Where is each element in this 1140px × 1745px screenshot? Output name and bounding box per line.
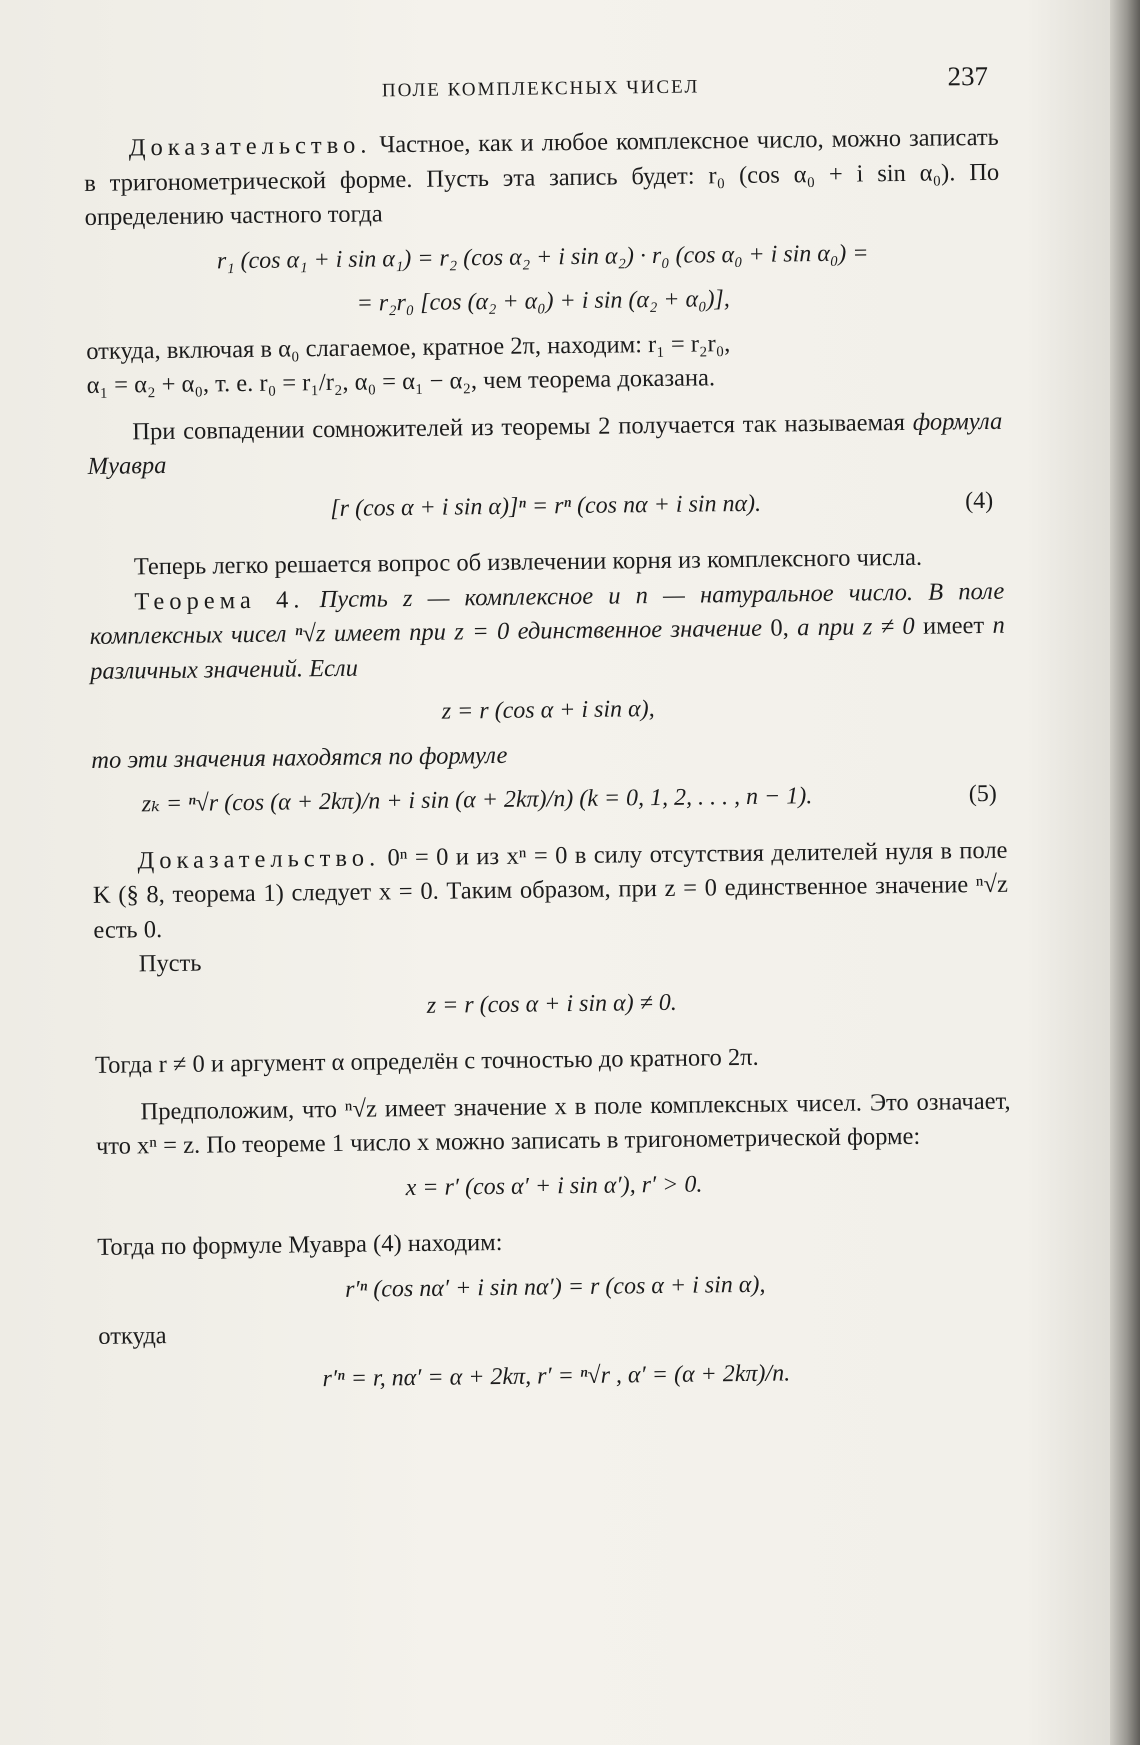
theorem4-text-4: имеет xyxy=(922,612,985,640)
formula5-text: zₖ = ⁿ√r (cos (α + 2kπ)/n + i sin (α + 2kπ)/n) (k = 0, 1, 2, . . . , n − 1). xyxy=(141,783,813,818)
proof2-formula-final: r′ⁿ = r, nα′ = α + 2kπ, r′ = ⁿ√r , α′ = (α + 2kπ)/n. xyxy=(322,1359,791,1392)
page-edge-shadow xyxy=(1110,0,1140,1745)
proof2-formula-x: x = r′ (cos α′ + i sin α′), r′ > 0. xyxy=(405,1171,703,1201)
page-number: 237 xyxy=(947,60,989,92)
theorem4-text-2: 0, xyxy=(770,614,789,642)
proof2-label: Доказательство. xyxy=(137,843,381,874)
theorem4-text-5: n различных значений. Если xyxy=(90,611,1005,685)
eq-number-5: (5) xyxy=(968,780,997,808)
moivre-formula-text: [r (cos α + i sin α)]ⁿ = rⁿ (cos nα + i sin nα). xyxy=(330,490,762,522)
theorem4-text-3: а при z ≠ 0 xyxy=(796,612,915,642)
root-intro: Теперь легко решается вопрос об извлечении корня из комплексного числа. xyxy=(133,543,923,581)
proof2-paragraph xyxy=(92,833,1008,948)
proof1-formula-line1: r₁ (cos α₁ + i sin α₁) = r₂ (cos α₂ + i sin α₂) · r₀ (cos α₀ + i sin α₀) = xyxy=(216,239,869,274)
moivre-term: формула Муавра xyxy=(87,407,1003,480)
proof1-after-line1: откуда, включая в α₀ слагаемое, кратное 2π, находим: r₁ = r₂r₀, xyxy=(86,329,731,365)
proof1-after-line2: α₁ = α₂ + α₀, т. е. r₀ = r₁/r₂, α₀ = α₁ − α₂, чем теорема доказана. xyxy=(86,364,716,399)
proof1-paragraph xyxy=(84,121,1000,236)
proof2-formula: z = r (cos α + i sin α) ≠ 0. xyxy=(426,989,677,1019)
theorem4-formula2 xyxy=(92,777,1007,823)
proof2-whence: откуда xyxy=(98,1322,167,1350)
theorem4-paragraph xyxy=(89,574,1005,689)
proof2-text: 0ⁿ = 0 и из xⁿ = 0 в силу отсутствия делителей нуля в поле K (§ 8, теорема 1) следует x = 0. Таким образом, при z = 0 единственное значение ⁿ√z есть 0. xyxy=(92,836,1009,944)
page-header xyxy=(83,61,998,112)
eq-number-4: (4) xyxy=(965,487,994,514)
page-body xyxy=(84,121,1015,1409)
theorem4-text-1: Пусть z — комплексное и n — натуральное число. В поле комплексных чисел ⁿ√z имеет при z = 0 единственное значение xyxy=(89,577,1005,650)
proof1-label: Доказательство. xyxy=(128,131,372,162)
moivre-paragraph xyxy=(87,404,1003,484)
proof2-then: Тогда r ≠ 0 и аргумент α определён с точностью до кратного 2π. xyxy=(94,1043,759,1079)
proof2-by-moivre: Тогда по формуле Муавра (4) находим: xyxy=(97,1228,503,1261)
proof2-formula-m: r′ⁿ (cos nα′ + i sin nα′) = r (cos α + i sin α), xyxy=(344,1271,766,1303)
proof1-formula-line2: = r₂r₀ [cos (α₂ + α₀) + i sin (α₂ + α₀)], xyxy=(356,286,730,317)
running-head: ПОЛЕ КОМПЛЕКСНЫХ ЧИСЕЛ xyxy=(381,76,700,102)
moivre-text: При совпадении сомножителей из теоремы 2 получается так называемая xyxy=(132,408,906,445)
theorem4-label: Теорема 4. xyxy=(134,585,305,615)
proof2-suppose: Предположим, что ⁿ√z имеет значение x в поле комплексных чисел. Это означает, что xⁿ = z. По теореме 1 число x можно записать в тригонометрической форме: xyxy=(95,1087,1011,1160)
moivre-formula xyxy=(88,483,1003,529)
theorem4-formula1: z = r (cos α + i sin α), xyxy=(441,696,655,725)
proof2-let: Пусть xyxy=(138,949,202,978)
theorem4-text-6: то эти значения находятся по формуле xyxy=(91,741,508,774)
proof1-text: Частное, как и любое комплексное число, можно записать в тригонометрической форме. Пусть эта запись будет: r₀ (cos α₀ + i sin α₀). По определению частного тогда xyxy=(84,123,1000,231)
